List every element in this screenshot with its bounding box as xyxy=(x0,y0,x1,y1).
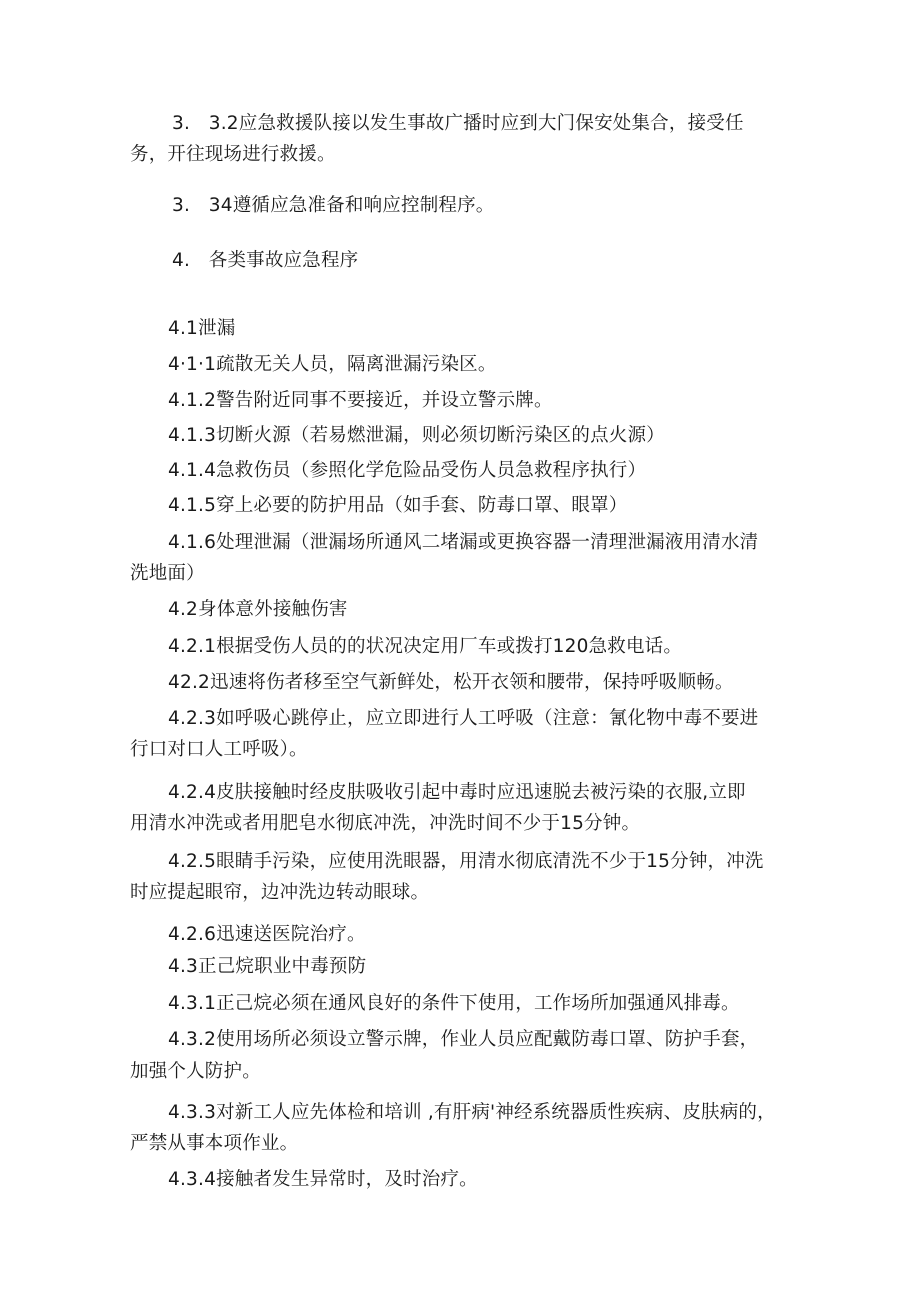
para-4-3-3-line-2: 严禁从事本项作业。 xyxy=(130,1133,299,1154)
para-3-3-2-line-2: 务，开往现场进行救援。 xyxy=(130,144,336,165)
para-4-1-6-line-2: 洗地面） xyxy=(130,563,205,584)
para-4-3-4: 4.3.4接触者发生异常时，及时治疗。 xyxy=(168,1169,478,1190)
heading-4-1: 4.1泄漏 xyxy=(168,318,236,339)
para-4-2-4-line-1: 4.2.4皮肤接触时经皮肤吸收引起中毒时应迅速脱去被污染的衣服,立即 xyxy=(168,782,746,803)
para-4-2-5-line-2: 时应提起眼帘，边冲洗边转动眼球。 xyxy=(130,882,430,903)
para-4-3-2-line-1: 4.3.2使用场所必须设立警示牌，作业人员应配戴防毒口罩、防护手套， xyxy=(168,1029,759,1050)
para-4-3-3-line-1: 4.3.3对新工人应先体检和培训 ,有肝病'神经系统器质性疾病、皮肤病的， xyxy=(168,1102,776,1123)
para-3-3-2-line-1: 3. 3.2应急救援队接以发生事故广播时应到大门保安处集合，接受任 xyxy=(172,113,744,134)
para-4-1-4: 4.1.4急救伤员（参照化学危险品受伤人员急救程序执行） xyxy=(168,460,647,481)
para-4-2-5-line-1: 4.2.5眼睛手污染，应使用洗眼器，用清水彻底清洗不少于15分钟，冲洗 xyxy=(168,851,764,872)
heading-4-2: 4.2身体意外接触伤害 xyxy=(168,599,348,620)
heading-4-3: 4.3正己烷职业中毒预防 xyxy=(168,956,367,977)
para-4-2-3-line-2: 行口对口人工呼吸）。 xyxy=(130,739,308,760)
para-4-1-3: 4.1.3切断火源（若易燃泄漏，则必须切断污染区的点火源） xyxy=(168,425,665,446)
para-4-1-1: 4·1·1疏散无关人员，隔离泄漏污染区。 xyxy=(168,354,497,375)
para-3-3-4: 3. 34遵循应急准备和响应控制程序。 xyxy=(172,195,495,216)
para-4-2-4-line-2: 用清水冲洗或者用肥皂水彻底冲洗，冲洗时间不少于15分钟。 xyxy=(130,813,641,834)
heading-section-4: 4. 各类事故应急程序 xyxy=(172,250,359,271)
para-4-1-5: 4.1.5穿上必要的防护用品（如手套、防毒口罩、眼罩） xyxy=(168,495,628,516)
para-4-3-2-line-2: 加强个人防护。 xyxy=(130,1061,261,1082)
para-4-2-3-line-1: 4.2.3如呼吸心跳停止，应立即进行人工呼吸（注意：氰化物中毒不要进 xyxy=(168,708,759,729)
para-4-1-2: 4.1.2警告附近同事不要接近，并设立警示牌。 xyxy=(168,390,553,411)
para-4-2-2: 42.2迅速将伤者移至空气新鲜处，松开衣领和腰带，保持呼吸顺畅。 xyxy=(168,672,734,693)
para-4-1-6-line-1: 4.1.6处理泄漏（泄漏场所通风二堵漏或更换容器一清理泄漏液用清水清 xyxy=(168,532,759,553)
para-4-3-1: 4.3.1正己烷必须在通风良好的条件下使用，工作场所加强通风排毒。 xyxy=(168,993,740,1014)
para-4-2-1: 4.2.1根据受伤人员的的状况决定用厂车或拨打120急救电话。 xyxy=(168,636,683,657)
para-4-2-6: 4.2.6迅速送医院治疗。 xyxy=(168,924,366,945)
